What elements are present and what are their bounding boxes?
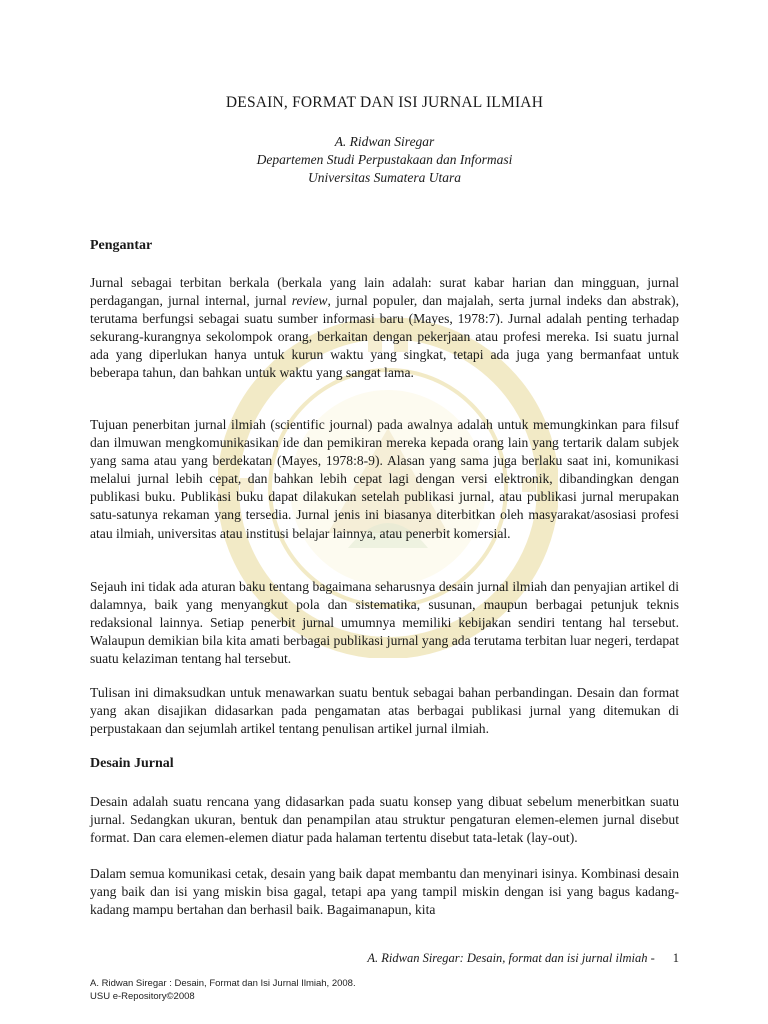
page-number: 1 [672, 951, 679, 965]
paragraph-5: Desain adalah suatu rencana yang didasarkan pada suatu konsep yang dibuat sebelum menerbitkan suatu jurnal. Sedangkan ukuran, bentuk dan penampilan atau struktur pengaturan elemen-elemen jurnal disebut format. Dan cara elemen-elemen diatur pada halaman tertentu disebut tata-letak (lay-out). [90, 794, 679, 846]
document-title: DESAIN, FORMAT DAN ISI JURNAL ILMIAH [225, 94, 544, 111]
paragraph-3: Sejauh ini tidak ada aturan baku tentang bagaimana seharusnya desain jurnal ilmiah dan penyajian artikel di dalamnya, baik yang menyangkut pola dan sistematika, susunan, maupun berbagai petunjuk teknis redaksional lainnya. Setiap penerbit jurnal umumnya memiliki kebijakan sendiri tentang hal tersebut. Walaupun demikian bila kita amati berbagai publikasi jurnal yang ada terutama terbitan luar negeri, terdapat suatu kelaziman tentang hal tersebut. [90, 579, 679, 667]
paragraph-4: Tulisan ini dimaksudkan untuk menawarkan suatu bentuk sebagai bahan perbandingan. Desain dan format yang akan disajikan didasarkan pada pengamatan atas berbagai publikasi jurnal yang ditemukan di perpustakaan dan sejumlah artikel tentang penulisan artikel jurnal ilmiah. [90, 685, 679, 737]
paragraph-1-part-b: , jurnal populer, dan majalah, serta jurnal indeks dan abstrak), terutama berfungsi sebagai suatu sumber informasi baru (Mayes, 1978:7). Jurnal adalah penting terhadap sekurang-kurangnya sekolompok orang, berkaitan dengan pekerjaan atau profesi mereka. Isi suatu jurnal ada yang diperlukan hanya untuk kurun waktu yang singkat, tetapi ada juga yang bermanfaat untuk beberapa tahun, dan bahkan untuk waktu yang sangat lama. [90, 293, 679, 381]
paragraph-1 [90, 274, 679, 383]
paragraph-2: Tujuan penerbitan jurnal ilmiah (scientific journal) pada awalnya adalah untuk memungkinkan para filsuf dan ilmuwan mengkomunikasikan ide dan pemikiran mereka kepada orang lain yang tertarik dalam subjek yang sama atau yang berdekatan (Mayes, 1978:8-9). Alasan yang sama juga berlaku saat ini, komunikasi melalui jurnal lebih cepat, dan bahkan lebih cepat lagi dengan versi elektronik, dibandingkan dengan publikasi buku. Publikasi buku dapat dilakukan setelah publikasi jurnal, atau publikasi jurnal merupakan satu-satunya rekaman yang tersedia. Jurnal jenis ini biasanya diterbitkan oleh masyarakat/asosiasi profesi atau ilmiah, universitas atau institusi belajar lainnya, atau penerbit komersial. [90, 417, 679, 541]
section-heading-desain-jurnal: Desain Jurnal [90, 756, 174, 771]
running-footer-title: A. Ridwan Siregar: Desain, format dan isi jurnal ilmiah - [367, 951, 655, 965]
author-department: Departemen Studi Perpustakaan dan Informasi [256, 152, 513, 167]
paragraph-6: Dalam semua komunikasi cetak, desain yang baik dapat membantu dan menyinari isinya. Kombinasi desain yang baik dan isi yang miskin bisa gagal, tetapi apa yang tampil miskin dengan isi yang bagus kadang-kadang mampu bertahan dan berhasil baik. Bagaimanapun, kita [90, 866, 679, 918]
repository-line: USU e-Repository©2008 [90, 991, 195, 1002]
paragraph-1-emphasis: review [291, 293, 328, 309]
author-university: Universitas Sumatera Utara [308, 170, 461, 185]
citation-line: A. Ridwan Siregar : Desain, Format dan Isi Jurnal Ilmiah, 2008. [90, 978, 356, 989]
paragraph-1-part-a: Jurnal sebagai terbitan berkala (berkala yang lain adalah: surat kabar harian dan mingguan, jurnal perdagangan, jurnal internal, jurnal [90, 275, 679, 309]
section-heading-pengantar: Pengantar [90, 238, 153, 253]
author-block [90, 133, 679, 187]
running-footer [90, 951, 679, 966]
author-name: A. Ridwan Siregar [334, 134, 435, 149]
